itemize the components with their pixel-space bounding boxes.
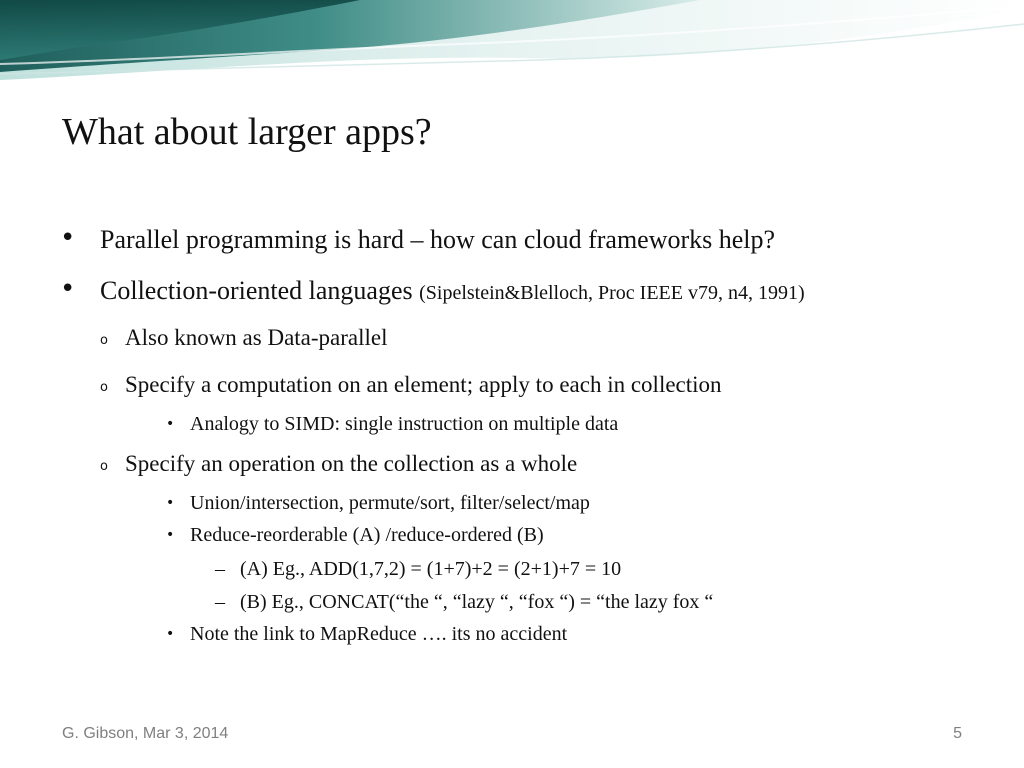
level3-mapreduce-note: Note the link to MapReduce …. its no accident: [190, 623, 568, 645]
level3-marker: •: [166, 416, 175, 432]
footer-page-number: 5: [953, 725, 962, 742]
level3-marker: •: [166, 495, 175, 511]
level3-reduce-reorderable: Reduce-reorderable (A) /reduce-ordered (B): [190, 524, 544, 546]
level4-add-example: (A) Eg., ADD(1,7,2) = (1+7)+2 = (2+1)+7 = 10: [240, 558, 622, 580]
level4-concat-example: (B) Eg., CONCAT(“the “, “lazy “, “fox “) = “the lazy fox “: [240, 591, 714, 613]
bullet-collection-oriented-text: Collection-oriented languages: [100, 276, 420, 305]
bullet-collection-oriented: [100, 275, 805, 309]
sub-bullet-data-parallel: Also known as Data-parallel: [125, 325, 388, 350]
bullet-marker: •: [60, 274, 76, 304]
sub-bullet-specify-operation: Specify an operation on the collection as a whole: [125, 451, 578, 476]
level4-marker: –: [215, 558, 225, 580]
level3-union-intersection: Union/intersection, permute/sort, filter/select/map: [190, 492, 590, 514]
bullet-marker: •: [60, 223, 76, 253]
citation: (Sipelstein&Blelloch, Proc IEEE v79, n4, 1991): [419, 282, 805, 304]
bullet-parallel-programming: Parallel programming is hard – how can cloud frameworks help?: [100, 225, 776, 254]
sub-bullet-marker: o: [100, 333, 108, 348]
level3-marker: •: [166, 527, 175, 543]
level3-marker: •: [166, 626, 175, 642]
level3-simd-analogy: Analogy to SIMD: single instruction on multiple data: [190, 413, 619, 435]
footer-author-date: G. Gibson, Mar 3, 2014: [62, 725, 229, 742]
level4-marker: –: [215, 591, 225, 613]
sub-bullet-marker: o: [100, 459, 108, 474]
sub-bullet-marker: o: [100, 380, 108, 395]
slide-title: What about larger apps?: [62, 111, 432, 153]
sub-bullet-specify-computation: Specify a computation on an element; apply to each in collection: [125, 372, 722, 397]
